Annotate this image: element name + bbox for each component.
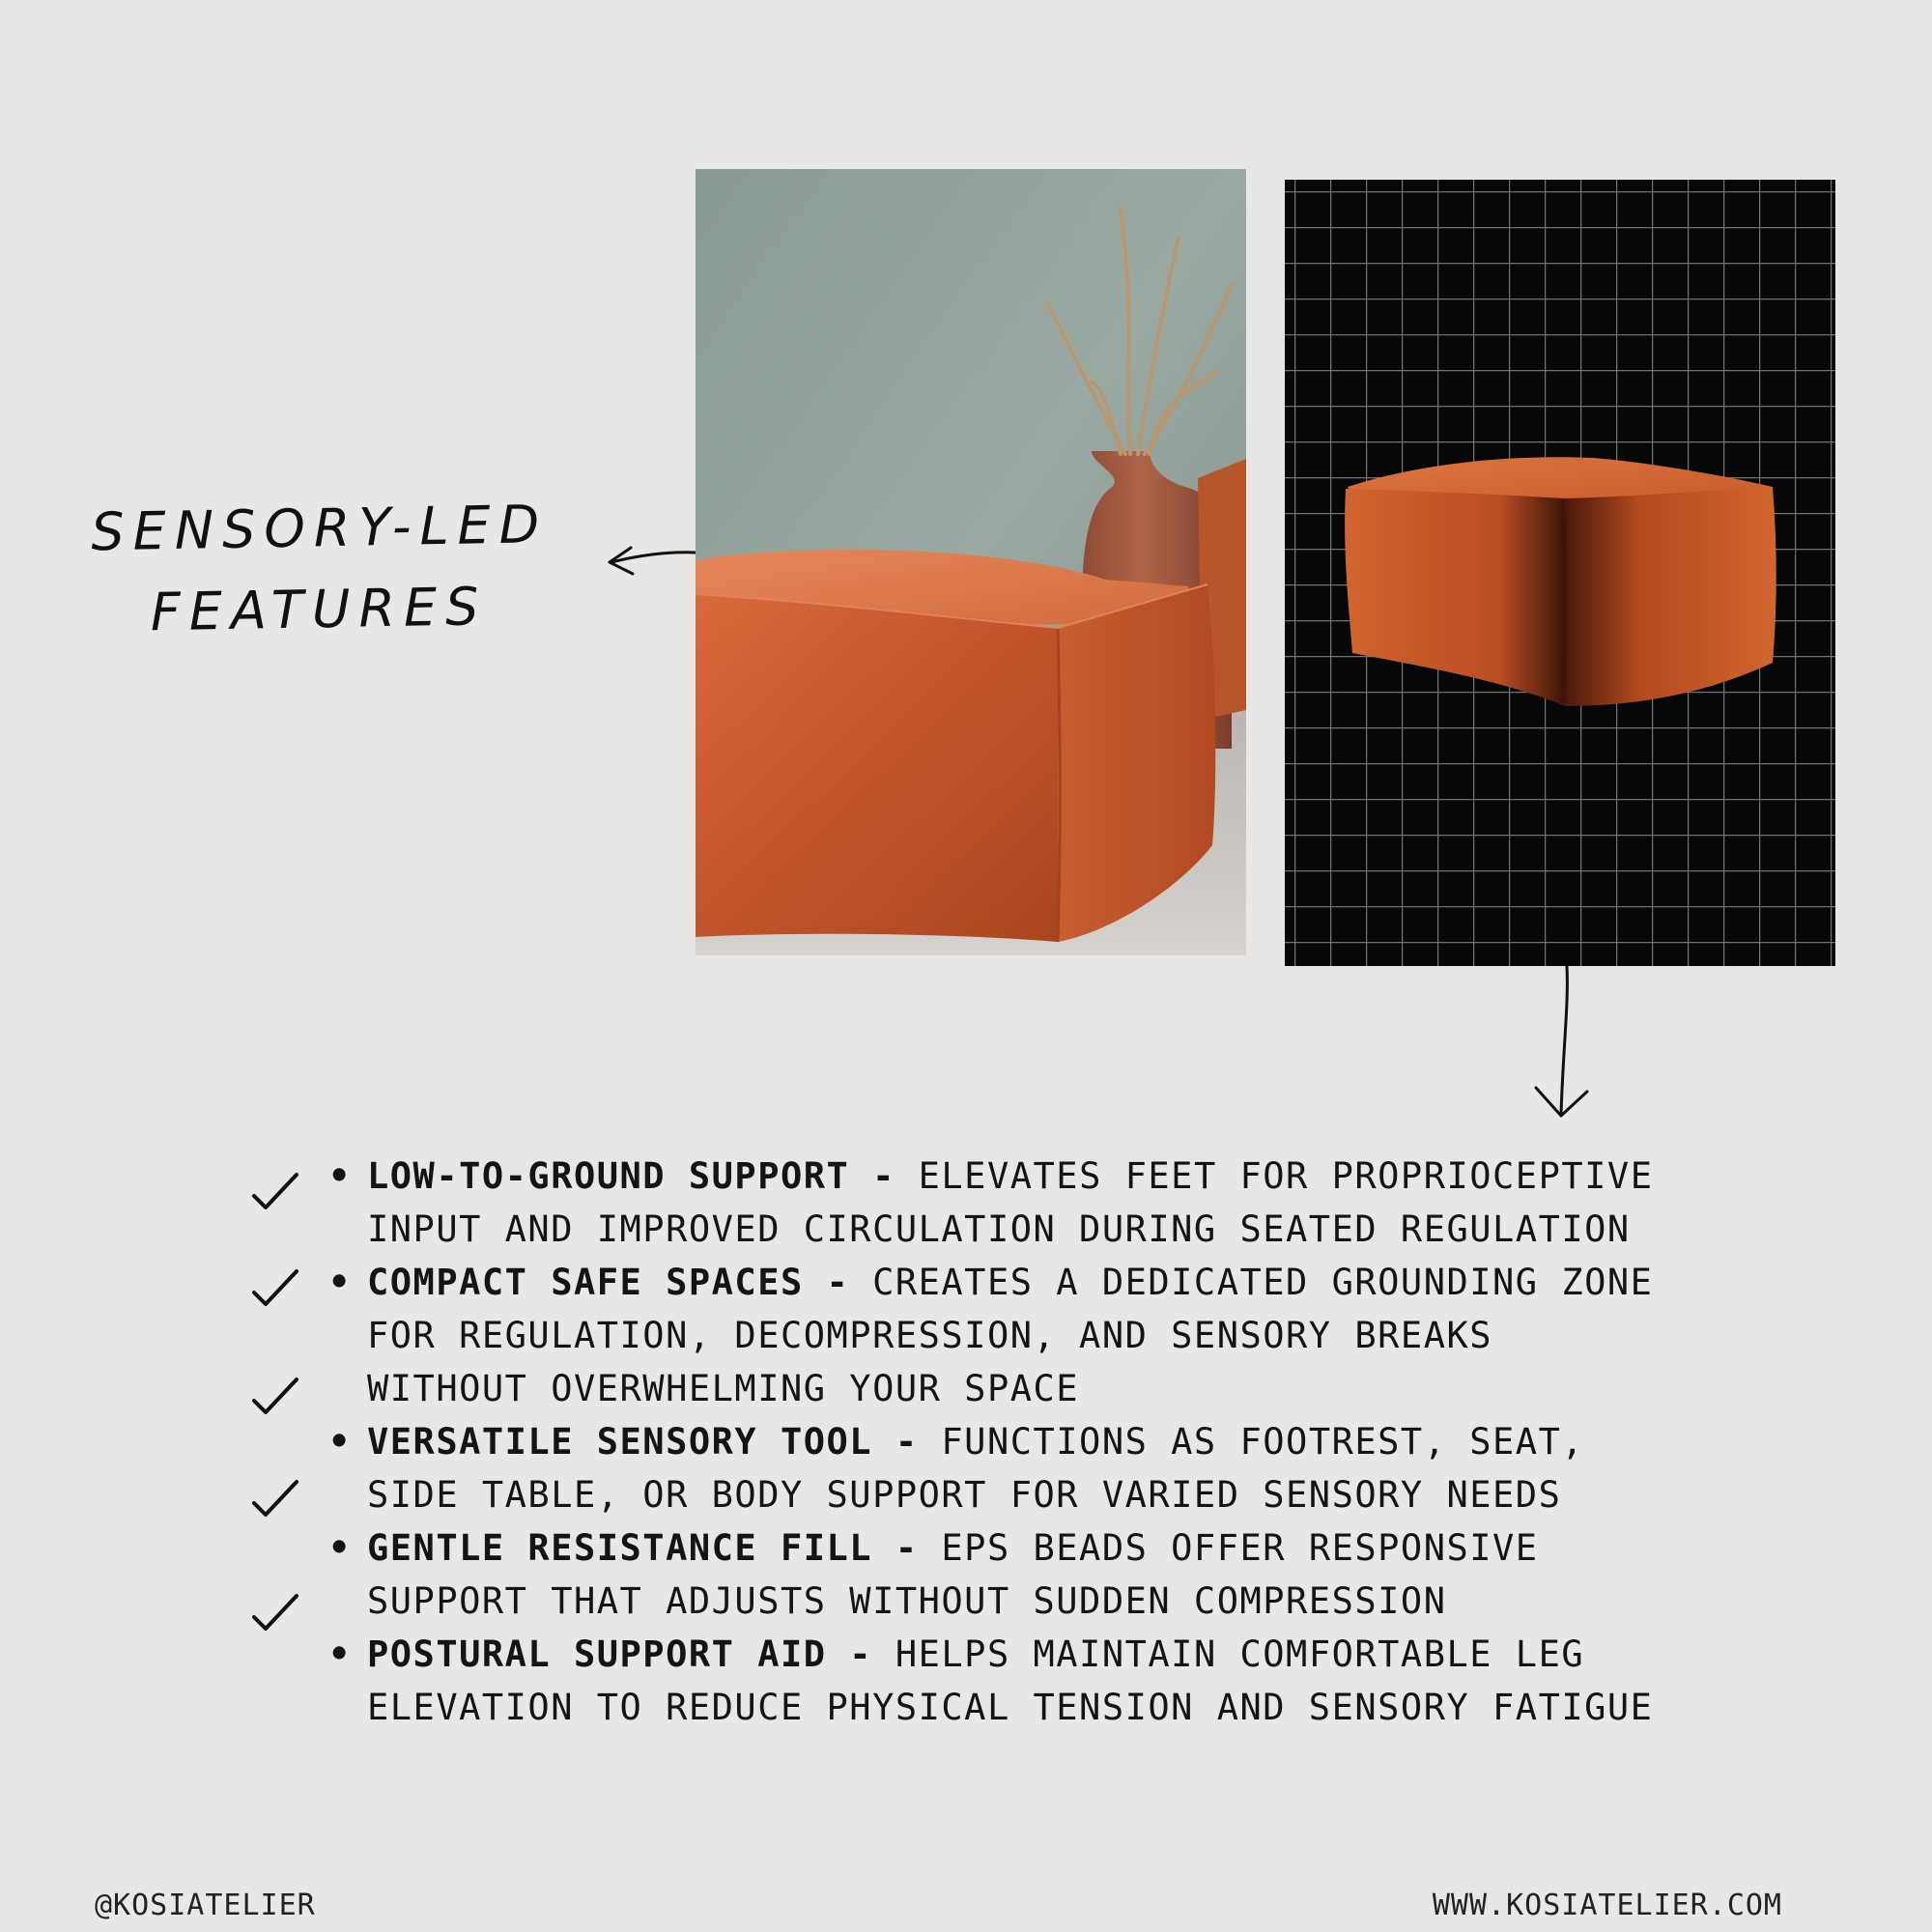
feature-title: POSTURAL SUPPORT AID - [367,1634,873,1675]
lifestyle-pouf-photo [696,169,1246,955]
feature-text-rest: INPUT AND IMPROVED CIRCULATION DURING SEATED REGULATION [367,1208,1631,1250]
bullet: • [328,1527,352,1569]
feature-text-rest: FOR REGULATION, DECOMPRESSION, AND SENSORY BREAKS WITHOUT OVERWHELMING YOUR SPACE [367,1315,1493,1409]
bullet: • [328,1262,352,1303]
checkmark-icon [254,1482,297,1515]
bullet: • [328,1155,352,1197]
checkmark-icon [254,1379,297,1412]
feature-text-line1: ELEVATES FEET FOR PROPRIOCEPTIVE [895,1155,1654,1197]
feature-item [328,1256,1681,1415]
grid-pouf-photo [1285,180,1835,966]
section-heading [91,484,577,655]
feature-item [328,1150,1681,1256]
feature-text-rest: SUPPORT THAT ADJUSTS WITHOUT SUDDEN COMPRESSION [367,1580,1447,1622]
bullet: • [328,1421,352,1463]
feature-item [328,1415,1681,1521]
website-link[interactable]: WWW.KOSIATELIER.COM [1432,1889,1782,1922]
social-handle[interactable]: @KOSIATELIER [95,1889,316,1922]
checkmark-icon [254,1271,297,1304]
feature-title: VERSATILE SENSORY TOOL - [367,1421,919,1463]
arrow-down-icon [1526,964,1604,1123]
feature-text-rest: ELEVATION TO REDUCE PHYSICAL TENSION AND SENSORY FATIGUE [367,1687,1654,1728]
feature-title: COMPACT SAFE SPACES - [367,1262,850,1303]
feature-title: GENTLE RESISTANCE FILL - [367,1527,919,1569]
feature-list [328,1150,1681,1734]
heading-line-2: FEATURES [150,576,488,643]
bullet: • [328,1634,352,1675]
heading-line-1: SENSORY-LED [90,494,549,563]
feature-text-line1: FUNCTIONS AS FOOTREST, SEAT, [918,1421,1585,1463]
checkmark-column [246,1159,314,1662]
feature-item [328,1521,1681,1628]
feature-text-line1: EPS BEADS OFFER RESPONSIVE [918,1527,1539,1569]
feature-title: LOW-TO-GROUND SUPPORT - [367,1155,895,1197]
arrow-left-icon [604,536,700,584]
feature-text-line1: CREATES A DEDICATED GROUNDING ZONE [849,1262,1654,1303]
checkmark-icon [254,1175,297,1208]
feature-text-rest: SIDE TABLE, OR BODY SUPPORT FOR VARIED SENSORY NEEDS [367,1474,1562,1516]
feature-item [328,1628,1681,1734]
checkmark-icon [254,1596,297,1629]
feature-text-line1: HELPS MAINTAIN COMFORTABLE LEG [872,1634,1585,1675]
